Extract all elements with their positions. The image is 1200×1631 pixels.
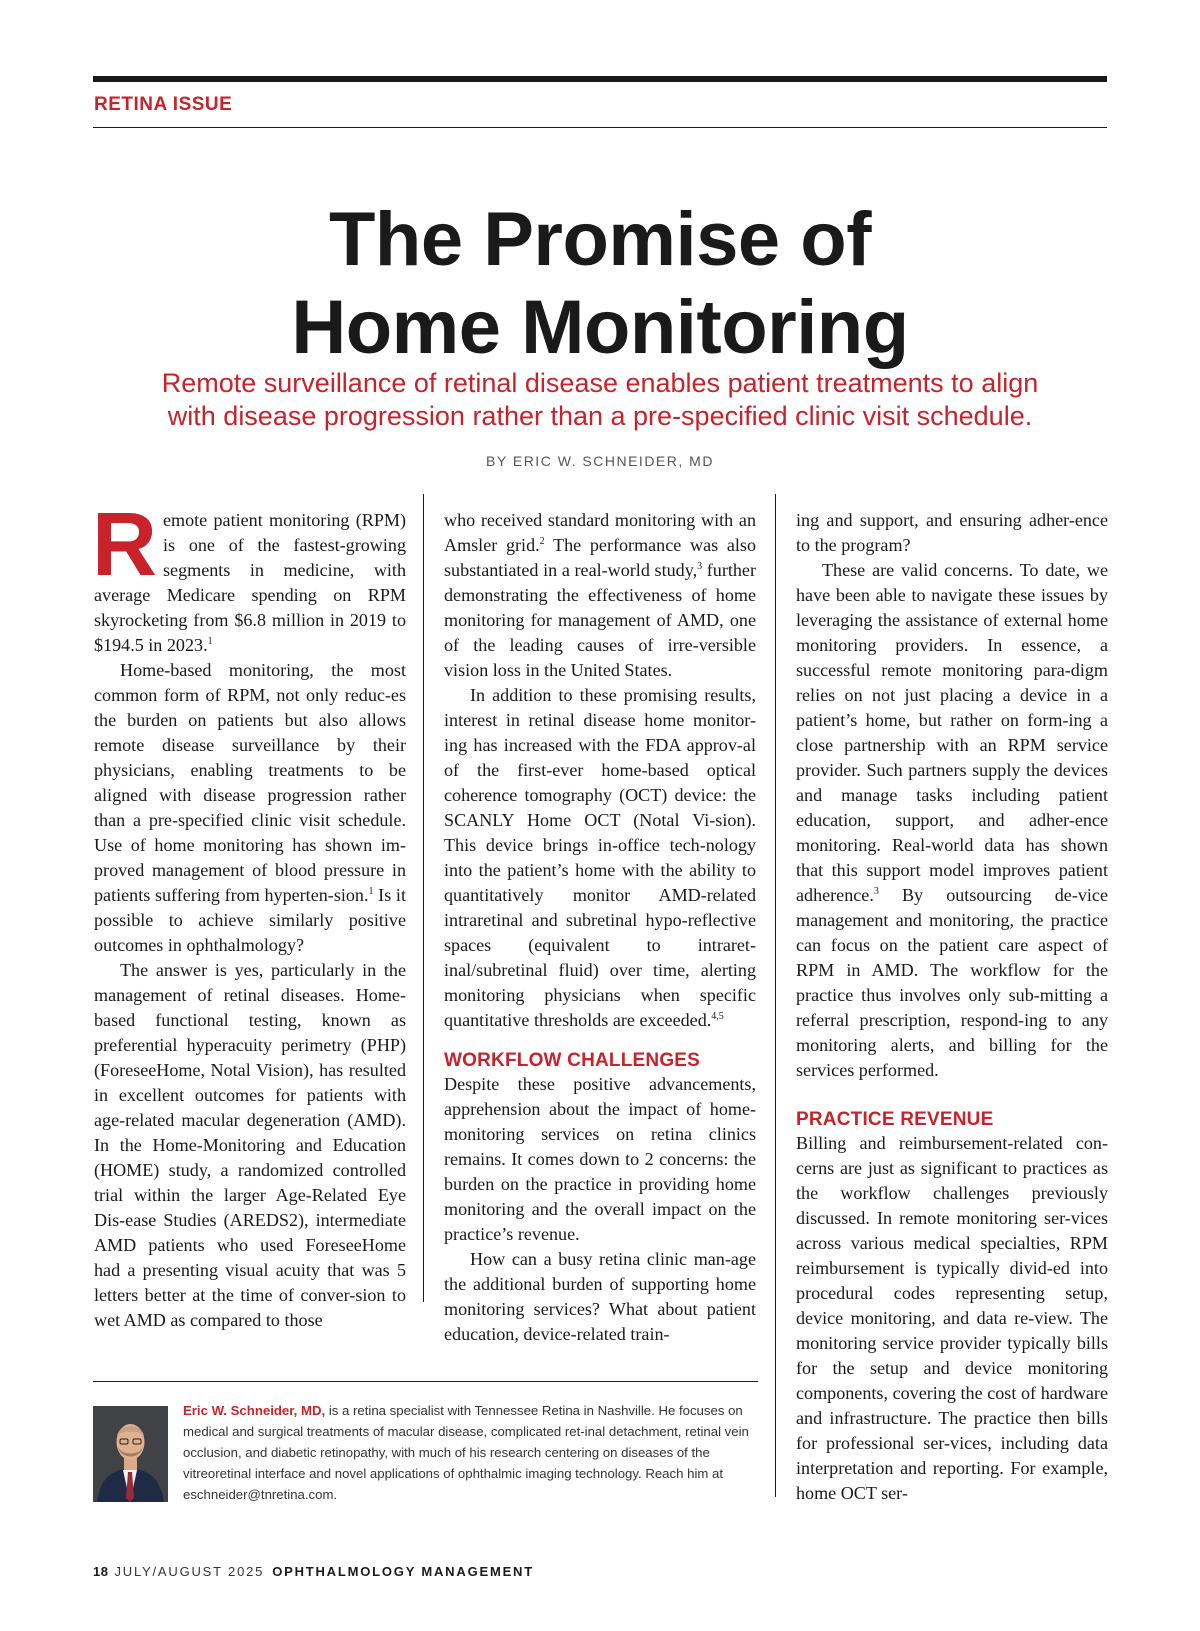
page-number: 18 [93, 1564, 109, 1579]
paragraph-text: who received standard monitoring with an Amsler grid. [444, 510, 756, 555]
paragraph [444, 683, 756, 1033]
bio-divider [93, 1381, 758, 1382]
section-label: RETINA ISSUE [94, 94, 233, 115]
paragraph-text: By outsourcing de-vice management and monitoring, the practice can focus on the patient care aspect of RPM in AMD. The workflow for the practice thus involves only sub-mitting a referral prescription, respond-ing to any monitoring alerts, and billing for the services performed. [796, 885, 1108, 1080]
column-divider [423, 494, 424, 1302]
reference-mark: 3 [697, 560, 703, 572]
magazine-name: OPHTHALMOLOGY MANAGEMENT [272, 1564, 534, 1579]
issue-date: JULY/AUGUST 2025 [114, 1564, 265, 1579]
paragraph: ing and support, and ensuring adher-ence to the program? [796, 510, 1108, 555]
subtitle-line-2: with disease progression rather than a pre-specified clinic visit schedule. [167, 401, 1033, 431]
paragraph [94, 658, 406, 958]
paragraph: How can a busy retina clinic man-age the additional burden of supporting home monitoring services? What about patient education, device-related train- [444, 1249, 756, 1344]
reference-mark: 2 [539, 535, 545, 547]
title-line-2: Home Monitoring [291, 285, 909, 370]
paragraph-text: emote patient monitoring (RPM) is one of the fastest-growing segments in medicine, with average Medicare spending on RPM skyrocketing from $6.8 million in 2019 to $194.5 in 2023. [94, 510, 406, 655]
bio-text: is a retina specialist with Tennessee Retina in Nashville. He focuses on medical and surgical treatments of macular disease, complicated ret-inal detachment, retinal vein occlusion, and diabetic retinopathy, with much of his research centering on diseases of the vitreoretinal interface and novel applications of ophthalmic imaging technology. Reach him at eschneider@tnretina.com. [183, 1403, 749, 1502]
column-1 [92, 495, 406, 1333]
article-title [93, 196, 1107, 372]
column-divider [775, 494, 776, 1497]
drop-cap: R [92, 495, 157, 595]
paragraph-text: These are valid concerns. To date, we have been able to navigate these issues by leveraging the assistance of external home monitoring providers. In essence, a successful remote monitoring para-digm relies on not just placing a device in a patient’s home, but rather on form-ing a close partnership with an RPM service provider. Such partners supply the devices and manage tasks including patient education, support, and adher-ence monitoring. Real-world data has shown that this support model improves patient adherence. [796, 560, 1108, 905]
paragraph-text: The performance was also substantiated in a real-world study, [444, 535, 756, 580]
paragraph-text: Is it possible to achieve similarly positive outcomes in ophthalmology? [94, 885, 406, 955]
section-heading: WORKFLOW CHALLENGES [444, 1050, 701, 1071]
reference-mark: 1 [207, 635, 213, 647]
reference-mark: 1 [368, 885, 374, 897]
title-line-1: The Promise of [329, 197, 871, 282]
section-heading: PRACTICE REVENUE [796, 1109, 994, 1130]
page-footer [93, 1564, 534, 1579]
paragraph [444, 508, 756, 683]
paragraph-text: In addition to these promising results, interest in retinal disease home monitor-ing has increased with the FDA approv-al of the first-ever home-based optical coherence tomography (OCT) device: the SCANLY Home OCT (Notal Vi-sion). This device brings in-office tech-nology into the patient’s home with the ability to quantitatively monitor AMD-related intraretinal and subretinal hypo-reflective spaces (equivalent to intraret-inal/subretinal fluid) over time, alerting monitoring physicians when specific quantitative thresholds are exceeded. [444, 685, 756, 1030]
top-rule [93, 76, 1107, 82]
paragraph [92, 495, 406, 658]
reference-mark: 4,5 [711, 1010, 724, 1022]
paragraph-text: further demonstrating the effectiveness of home monitoring for management of AMD, one of the leading causes of irre-versible vision loss in the United States. [444, 560, 756, 680]
author-photo [93, 1406, 168, 1502]
subtitle-line-1: Remote surveillance of retinal disease enables patient treatments to align [161, 368, 1039, 398]
author-bio [183, 1400, 758, 1505]
paragraph [796, 558, 1108, 1083]
article-subtitle [93, 367, 1107, 433]
byline: BY ERIC W. SCHNEIDER, MD [486, 453, 714, 469]
author-name: Eric W. Schneider, MD, [183, 1403, 326, 1418]
header-divider [93, 127, 1107, 128]
paragraph: Billing and reimbursement-related con-cerns are just as significant to practices as the workflow challenges previously discussed. In remote monitoring ser-vices across various medical specialties, RPM reimbursement is typically divid-ed into procedural codes representing setup, device monitoring, and data re-view. The monitoring service provider typically bills for the setup and device monitoring components, covering the cost of hardware and infrastructure. The practice then bills for professional ser-vices, including data interpretation and reporting. For example, home OCT ser- [796, 1133, 1108, 1503]
column-3 [796, 508, 1108, 1506]
column-2 [444, 508, 756, 1347]
paragraph: Despite these positive advancements, apprehension about the impact of home-monitoring services on retina clinics remains. It comes down to 2 concerns: the burden on the practice in providing home monitoring and the overall impact on the practice’s revenue. [444, 1074, 756, 1244]
reference-mark: 3 [873, 885, 879, 897]
paragraph: The answer is yes, particularly in the management of retinal diseases. Home-based functional testing, known as preferential hyperacuity perimetry (PHP) (ForeseeHome, Notal Vision), has resulted in excellent outcomes for patients with age-related macular degeneration (AMD). In the Home-Monitoring and Education (HOME) study, a randomized controlled trial within the larger Age-Related Eye Dis-ease Studies (AREDS2), intermediate AMD patients who used ForeseeHome had a presenting visual acuity that was 5 letters better at the time of conver-sion to wet AMD as compared to those [94, 960, 406, 1330]
paragraph-text: Home-based monitoring, the most common form of RPM, not only reduc-es the burden on patients but also allows remote disease surveillance by their physicians, enabling treatments to be aligned with disease progression rather than a pre-specified clinic visit schedule. Use of home monitoring has shown im-proved management of blood pressure in patients suffering from hyperten-sion. [94, 660, 406, 905]
